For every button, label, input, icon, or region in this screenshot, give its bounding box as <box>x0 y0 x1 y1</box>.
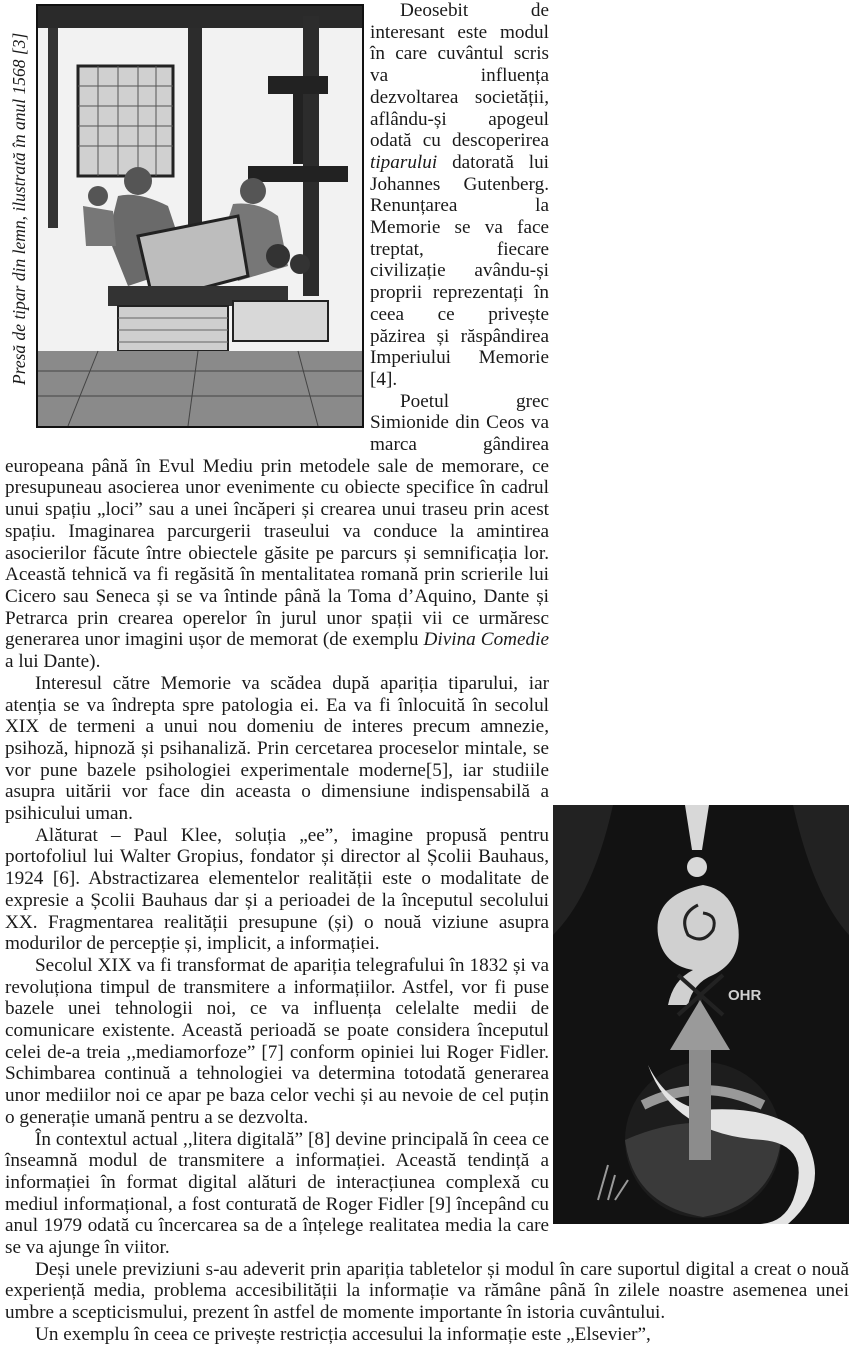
painting-label: OHR <box>728 987 762 1004</box>
paragraph-5: Secolul XIX va fi transformat de apariția telegrafului în 1832 și va revoluționa timpul de transmitere a informațiilor. Astfel, vor fi puse bazele unei tehnologii noi, ce va influența celelalte medii de comunicare existente. Această perioadă se poate considera începutul celei de-a treia ,,mediamorfoze” [7] conform opiniei lui Roger Fidler. Schimbarea continuă a tehnologiei va determina totodată generarea unor mediilor noi ce apar pe baza celor vechi și au nevoie de cel puțin o generație umană pentru a se dezvolta. <box>5 954 549 1128</box>
left-figure-space <box>5 0 370 446</box>
paragraph-8: Un exemplu în ceea ce privește restricția accesului la informație este „Elsevier”, <box>35 1323 651 1345</box>
paragraph-4: Alăturat – Paul Klee, soluția „ee”, imagine propusă pentru portofoliul lui Walter Gropius, fondator și director al Școlii Bauhaus, 1924 [6]. Abstractizarea elementelor realității este o modalitate de expresie a Școlii Bauhaus dar și a perioadei de la începutul secolului XX. Fragmentarea realității presupune (și) o nouă viziune asupra modurilor de percepție și, implicit, a informației. <box>5 824 549 955</box>
right-figure-space <box>549 802 849 1232</box>
paragraph-1: Deosebit de interesant este modul în care cuvântul scris va influența dezvoltarea societății, aflându-și apogeul odată cu descoperirea tiparului datorată lui Johannes Gutenberg. Renunțarea la Memorie se va face treptat, fiecare civilizație avându-și proprii reprezentați în ceea ce privește păzirea și răspândirea Imperiului Memorie [4]. <box>370 0 549 390</box>
paragraph-7: Deși unele previziuni s-au adeverit prin apariția tabletelor și modul în care suportul digital a creat o nouă experiență media, problema accesibilității la informație va rămâne până în zilele noastre asemenea unei umbre a scepticismului, prezent în astfel de momente importante în istoria cuvântului. <box>5 1258 849 1324</box>
figure-caption: Presă de tipar din lemn, ilustrată în anul 1568 [3] <box>9 32 29 386</box>
paragraph-6: În contextul actual ,,litera digitală” [8] devine principală în ceea ce înseamnă modul de transmitere a informației. Această tendință a informației în format digital alături de interacțiunea complexă cu mediul informațional, a fost conturată de Roger Fidler [9] începând cu anul 1979 odată cu încercarea sa de a înțelege realitatea media la care se va ajunge în viitor. <box>5 1128 549 1259</box>
paragraph-3: Interesul către Memorie va scădea după apariția tiparului, iar atenția se va îndrepta spre patologia ei. Ea va fi înlocuită în secolul XIX de termeni a unui nou domeniu de interes precum amnezie, psihoză, hipnoză și psihanaliză. Prin cercetarea proceselor mintale, se vor pune bazele psihologiei experimentale moderne[5], iar studiile asupra uitării vor face din aceasta o dimensiune indispensabilă a psihicului uman. <box>5 672 549 825</box>
paragraph-2: Poetul grec Simionide din Ceos va marca gândirea europeana până în Evul Mediu prin metodele sale de memorare, ce presupuneau asocierea unor evenimente cu obiecte specifice în cadrul unui spațiu „loci” sau a unei încăperi și crearea unui traseu prin acest spațiu. Imaginarea parcurgerii traseului va conduce la amintirea asocierilor făcute între obiectele găsite pe parcurs și semnificația lor. Această tehnică va fi regăsită în mentalitatea romană prin scrierile lui Cicero sau Seneca și se va întinde până la Toma d’Aquino, Dante și Petrarca prin crearea operelor în jurul unor spații vii ce urmăresc generarea unor imagini ușor de memorat (de exemplu Divina Comedie a lui Dante). <box>5 390 549 673</box>
body-text <box>5 0 849 1346</box>
